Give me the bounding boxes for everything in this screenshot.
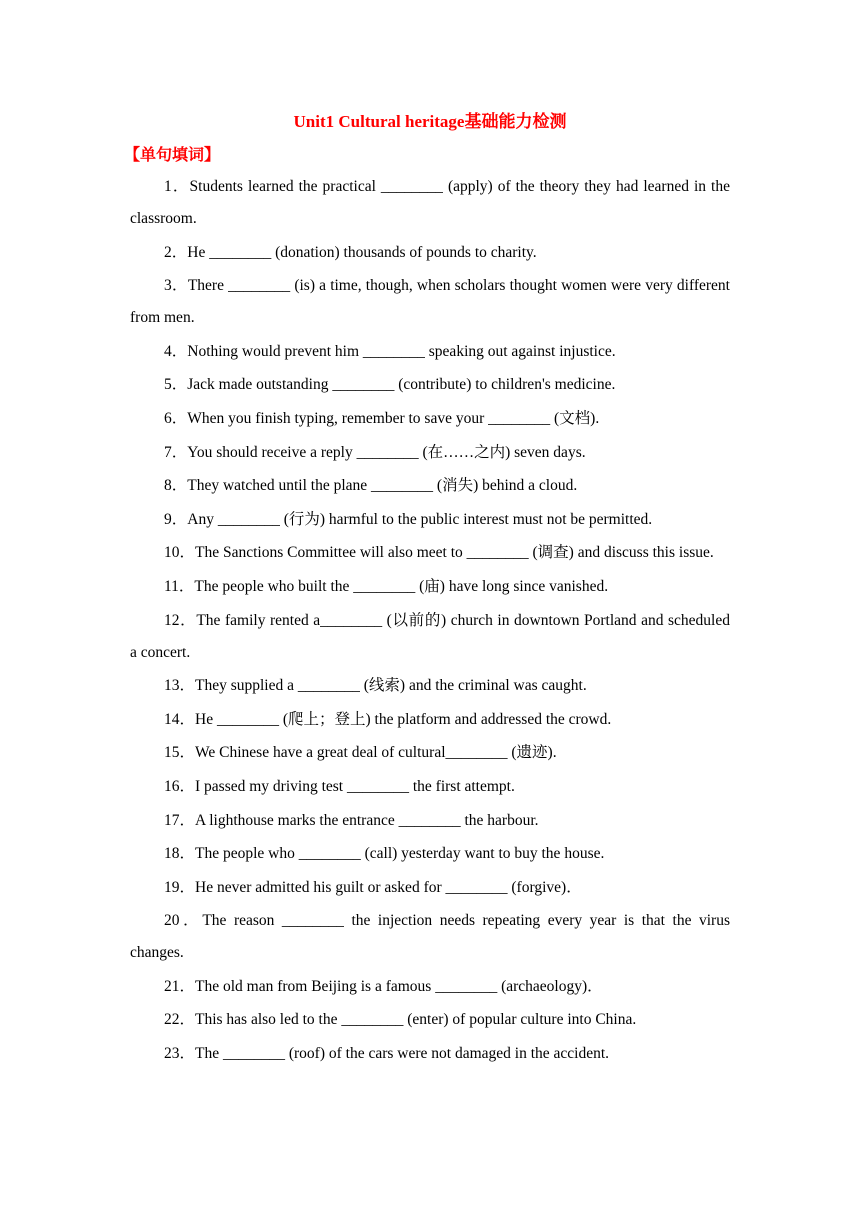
- question-item: 14．He ________ (爬上；登上) the platform and addressed the crowd.: [164, 710, 612, 728]
- question-item: 11．The people who built the ________ (庙) have long since vanished.: [164, 577, 609, 595]
- question-item: 12．The family rented a________ (以前的) church in downtown Portland and scheduled a concert.: [130, 611, 730, 661]
- question-item: 15．We Chinese have a great deal of cultural________ (遗迹).: [164, 744, 557, 762]
- question-list: [130, 171, 730, 1072]
- question-item: 19．He never admitted his guilt or asked for ________ (forgive)．: [164, 878, 582, 896]
- question-item: 10．The Sanctions Committee will also meet to ________ (调查) and discuss this issue.: [164, 544, 714, 562]
- question-item: 17．A lighthouse marks the entrance ________ the harbour.: [164, 811, 539, 829]
- question-item: 22．This has also led to the ________ (enter) of popular culture into China.: [164, 1011, 637, 1029]
- question-item: 9．Any ________ (行为) harmful to the public interest must not be permitted.: [164, 510, 653, 528]
- page-title: Unit1 Cultural heritage基础能力检测: [293, 112, 567, 131]
- question-item: 8．They watched until the plane ________ (消失) behind a cloud.: [164, 477, 578, 495]
- question-item: 2．He ________ (donation) thousands of pounds to charity.: [164, 243, 537, 261]
- question-item: 5．Jack made outstanding ________ (contribute) to children's medicine.: [164, 376, 616, 394]
- question-item: 7．You should receive a reply ________ (在……之内) seven days.: [164, 443, 586, 461]
- question-item: 16．I passed my driving test ________ the first attempt.: [164, 777, 515, 795]
- question-item: 6．When you finish typing, remember to save your ________ (文档).: [164, 409, 600, 427]
- question-item: 4．Nothing would prevent him ________ speaking out against injustice.: [164, 342, 616, 360]
- question-item: 23．The ________ (roof) of the cars were not damaged in the accident.: [164, 1045, 610, 1063]
- question-item: 20．The reason ________ the injection needs repeating every year is that the virus changes.: [130, 912, 730, 962]
- question-item: 1．Students learned the practical ________ (apply) of the theory they had learned in the classroom.: [130, 178, 730, 227]
- section-heading: 【单句填词】: [124, 147, 221, 164]
- question-item: 3．There ________ (is) a time, though, when scholars thought women were very different from men.: [130, 277, 730, 327]
- question-item: 13．They supplied a ________ (线索) and the criminal was caught.: [164, 677, 587, 695]
- question-item: 21．The old man from Beijing is a famous ________ (archaeology)．: [164, 977, 603, 995]
- question-item: 18．The people who ________ (call) yesterday want to buy the house.: [164, 845, 605, 863]
